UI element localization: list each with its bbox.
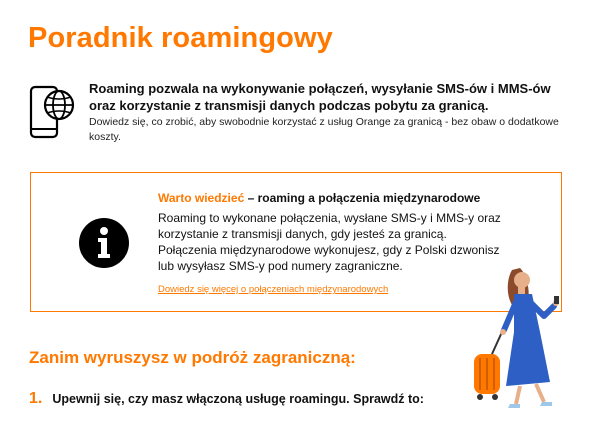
intro-sub-text: Dowiedz się, co zrobić, aby swobodnie korzystać z usług Orange za granicą - bez obaw o dodatkowe koszty. [89,116,559,143]
more-info-link[interactable]: Dowiedz się więcej o połączeniach międzynarodowych [158,284,389,295]
page-title: Poradnik roamingowy [28,22,333,54]
step-text: Upewnij się, czy masz włączoną usługę roamingu. Sprawdź to: [52,392,424,406]
info-heading-accent: Warto wiedzieć [158,191,245,205]
info-body [158,210,518,274]
info-heading [158,191,480,205]
step-number: 1. [29,390,43,407]
section-title: Zanim wyruszysz w podróż zagraniczną: [29,348,356,367]
phone-globe-icon [29,85,81,143]
info-icon [79,218,129,268]
intro-lead-text: Roaming pozwala na wykonywanie połączeń, wysyłanie SMS-ów i MMS-ów oraz korzystanie z transmisji danych podczas pobytu za granicą. [89,81,551,113]
info-heading-rest: – roaming a połączenia międzynarodowe [244,191,481,205]
info-paragraph-roaming: Roaming to wykonane połączenia, wysłane SMS-y i MMS-y oraz korzystanie z transmisji danych, gdy jesteś za granicą. [158,211,501,241]
traveler-illustration [470,262,585,412]
info-paragraph-international: Połączenia międzynarodowe wykonujesz, gdy z Polski dzwonisz lub wysyłasz SMS-y pod numery zagraniczne. [158,243,500,273]
step-item [29,390,424,408]
